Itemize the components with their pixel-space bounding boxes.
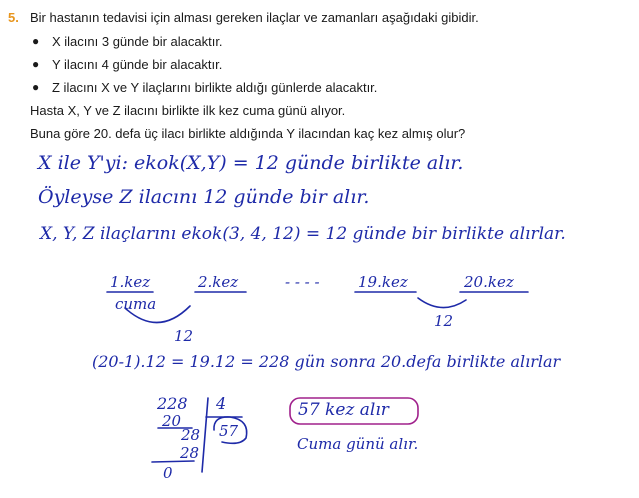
division-step: 28 (180, 444, 200, 462)
timeline-label: 2.kez (198, 273, 239, 291)
timeline-dashes: - - - - (285, 273, 320, 291)
bullet-dot: ● (32, 80, 40, 94)
solution-line: Öyleyse Z ilacını 12 günde bir alır. (38, 186, 370, 208)
question-line: Hasta X, Y ve Z ilacını birlikte ilk kez cuma günü alıyor. (30, 103, 346, 118)
timeline-label: 1.kez (110, 273, 151, 291)
solution-line: X, Y, Z ilaçlarını ekok(3, 4, 12) = 12 günde bir birlikte alırlar. (40, 224, 566, 244)
timeline-day: cuma (115, 295, 157, 313)
division-dividend: 228 (157, 394, 188, 413)
bullet-dot: ● (32, 57, 40, 71)
timeline-label: 20.kez (464, 273, 514, 291)
division-remainder: 0 (163, 464, 173, 482)
division-divisor: 4 (216, 394, 227, 413)
division-step: 28 (181, 426, 201, 444)
solution-calc: (20-1).12 = 19.12 = 228 gün sonra 20.defa birlikte alırlar (92, 352, 561, 371)
timeline-label: 19.kez (358, 273, 408, 291)
timeline-gap: 12 (174, 327, 194, 345)
question-number: 5. (8, 10, 19, 25)
question-line: Buna göre 20. defa üç ilacı birlikte aldığında Y ilacından kaç kez almış olur? (30, 126, 466, 141)
division-quotient: 57 (219, 422, 239, 440)
subtraction-line (152, 461, 194, 462)
gap-brace (125, 306, 190, 323)
answer-day: Cuma günü alır. (297, 435, 419, 453)
bullet-item: Z ilacını X ve Y ilaçlarını birlikte aldığı günlerde alacaktır. (52, 80, 378, 95)
answer-box (290, 398, 418, 424)
bullet-dot: ● (32, 34, 40, 48)
solution-line: X ile Y'yi: ekok(X,Y) = 12 günde birlikte alır. (38, 152, 464, 174)
question-intro: Bir hastanın tedavisi için alması gereken ilaçlar ve zamanları aşağıdaki gibidir. (30, 10, 479, 25)
bullet-item: Y ilacını 4 günde bir alacaktır. (52, 57, 223, 72)
answer-text: 57 kez alır (298, 400, 389, 420)
quotient-circle (214, 417, 247, 443)
division-step: 20 (162, 412, 182, 430)
gap-brace (418, 298, 466, 308)
division-bar (202, 398, 208, 472)
timeline-gap: 12 (434, 312, 454, 330)
bullet-item: X ilacını 3 günde bir alacaktır. (52, 34, 223, 49)
